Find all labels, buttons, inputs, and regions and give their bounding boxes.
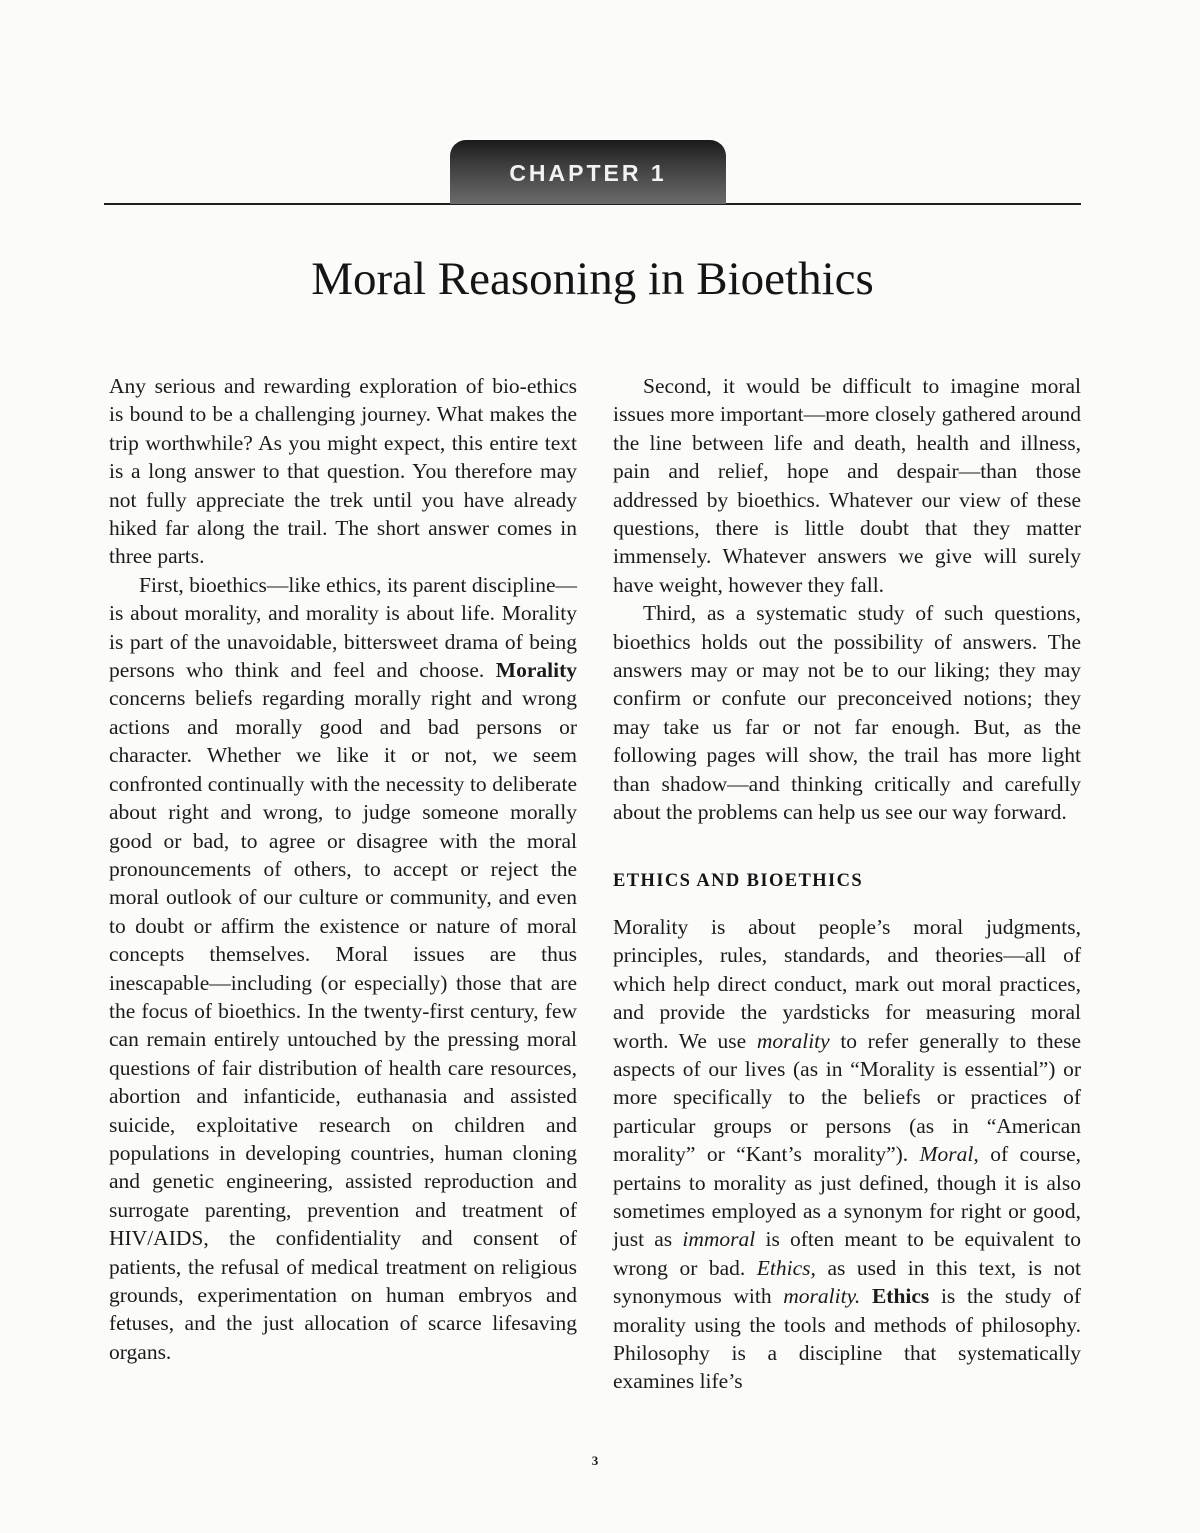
- paragraph-first: [109, 571, 577, 1366]
- term-ethics: Ethics: [871, 1284, 930, 1309]
- text-run: as used in this text, is not synonymous with: [613, 1255, 1082, 1309]
- right-column: [613, 372, 1081, 1396]
- text-run: First, bioethics—like ethics, its parent discipline—is about morality, and morality is about life. Morality is part of the unavoidable, bittersweet drama of being persons who think and feel and choose.: [109, 572, 577, 683]
- chapter-label: CHAPTER 1: [509, 159, 667, 186]
- paragraph-third: Third, as a systematic study of such questions, bioethics holds out the possibility of answers. The answers may or may not be to our liking; they may confirm or confute our preconceived notions; they may take us far or not far enough. But, as the following pages will show, the trail has more light than shadow—and thinking critically and carefully about the problems can help us see our way forward.: [613, 601, 1081, 825]
- text-run: Morality is about people’s moral judgments, principles, rules, standards, and theories—all of which help direct conduct, mark out moral practices, and provide the yardsticks for measuring moral worth. We use: [613, 914, 1081, 1053]
- paragraph-intro: Any serious and rewarding exploration of bio-ethics is bound to be a challenging journey. What makes the trip worthwhile? As you might expect, this entire text is a long answer to that question. You therefore may not fully appreciate the trek until you have already hiked far along the trail. The short answer comes in three parts.: [109, 374, 577, 569]
- text-run: of course, pertains to morality as just defined, though it is also sometimes employed as a synonym for right or good, just as: [613, 1142, 1082, 1252]
- text-run: concerns beliefs regarding morally right and wrong actions and morally good and bad persons or character. Whether we like it or not, we seem confronted continually with the necessity to deliberate about right and wrong, to judge someone morally good or bad, to agree or disagree with the moral pronouncements of others, to accept or reject the moral outlook of our culture or community, and even to doubt or affirm the existence or nature of moral concepts themselves. Moral issues are thus inescapable—including (or especially) those that are the focus of bioethics. In the twenty-first century, few can remain entirely untouched by the pressing moral questions of fair distribution of health care resources, abortion and infanticide, euthanasia and assisted suicide, exploitative research on children and populations in developing countries, human cloning and genetic engineering, assisted reproduction and surrogate parenting, prevention and treatment of HIV/AIDS, the confidentiality and consent of patients, the refusal of medical treatment on religious grounds, experimentation on human embryos and fetuses, and the just allocation of scarce lifesaving organs.: [109, 686, 577, 1364]
- text-run: is often meant to be equivalent to wrong or bad.: [613, 1227, 1082, 1280]
- left-column: [109, 372, 577, 1366]
- section-heading: ETHICS AND BIOETHICS: [613, 870, 864, 891]
- paragraph-ethics: [613, 913, 1081, 1396]
- term-morality: Morality: [495, 658, 577, 683]
- italic-morality: morality: [756, 1028, 830, 1053]
- paragraph-second: Second, it would be difficult to imagine moral issues more important—more closely gathered around the line between life and death, health and illness, pain and relief, hope and despair—than those addressed by bioethics. Whatever our view of these questions, there is little doubt that they matter immensely. Whatever answers we give will surely have weight, however they fall.: [613, 374, 1081, 597]
- chapter-title: Moral Reasoning in Bioethics: [311, 253, 874, 305]
- italic-morality-2: morality.: [783, 1284, 861, 1309]
- italic-immoral: immoral: [682, 1227, 756, 1252]
- italic-ethics: Ethics,: [756, 1255, 816, 1280]
- page-number: 3: [591, 1453, 599, 1468]
- text-run: to refer generally to these aspects of our lives (as in “Morality is essential”) or more specifically to the beliefs or practices of particular groups or persons (as in “American morality” or “Kant’s morality”).: [613, 1028, 1082, 1167]
- chapter-tab: [450, 140, 726, 204]
- italic-moral: Moral,: [919, 1142, 979, 1167]
- text-run: is the study of morality using the tools and methods of philosophy. Philosophy is a discipline that systematically examines life’s: [613, 1284, 1082, 1394]
